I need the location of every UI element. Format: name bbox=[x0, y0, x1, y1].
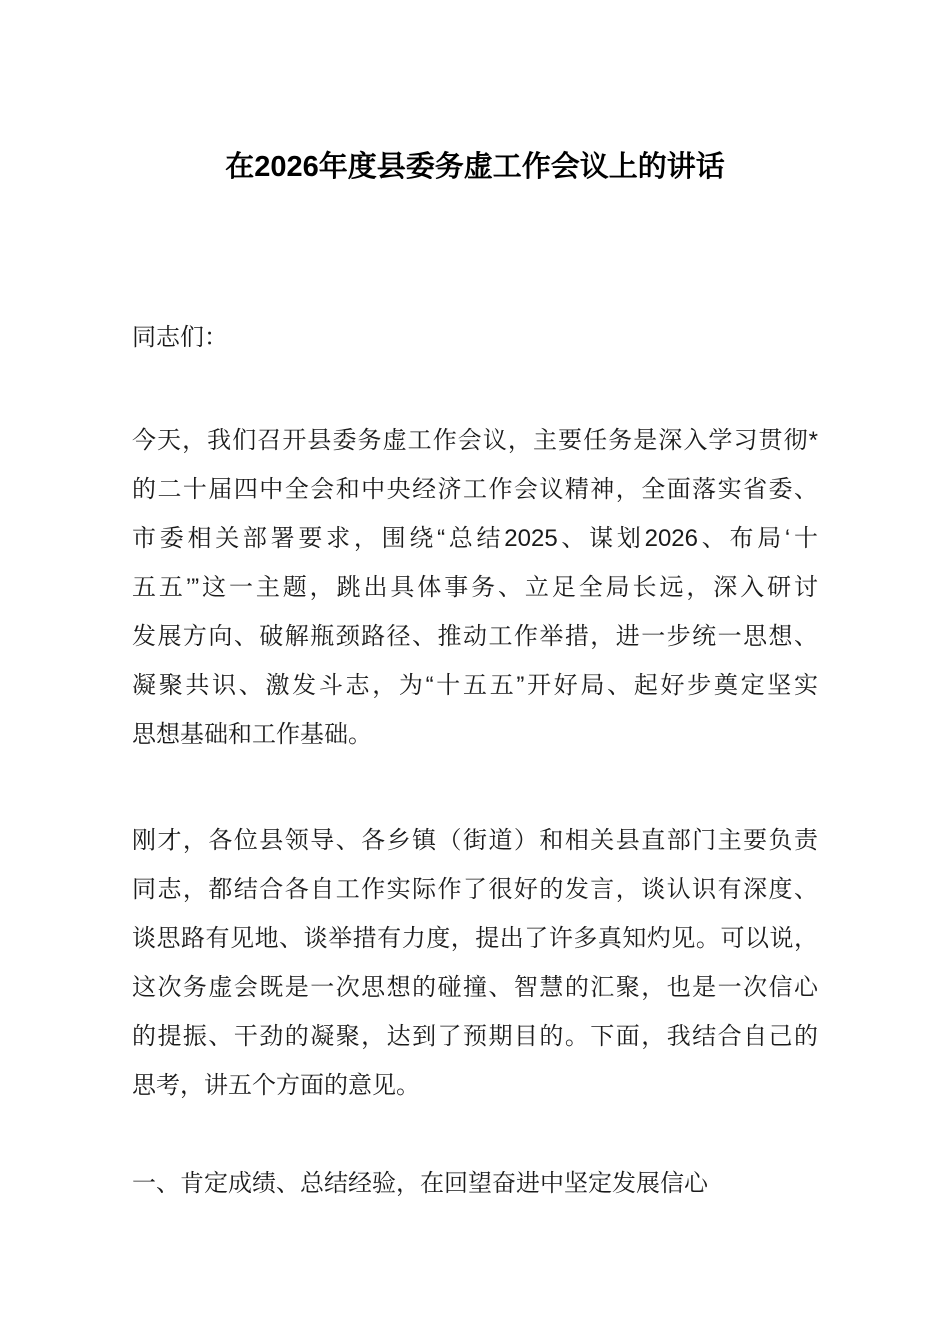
greeting-line: 同志们： bbox=[132, 324, 228, 351]
text-line: 的二十届四中全会和中央经济工作会议精神，全面落实省委、 bbox=[132, 476, 818, 503]
text-line: 的提振、干劲的凝聚，达到了预期目的。下面，我结合自己的 bbox=[132, 1023, 818, 1050]
text-line: 思想基础和工作基础。 bbox=[132, 721, 372, 748]
text-line: 凝聚共识、激发斗志，为“十五五”开好局、起好步奠定坚实 bbox=[132, 672, 818, 699]
text-line: 刚才，各位县领导、各乡镇（街道）和相关县直部门主要负责 bbox=[132, 827, 818, 854]
text-line: 谈思路有见地、谈举措有力度，提出了许多真知灼见。可以说， bbox=[132, 925, 818, 952]
text-line: 市委相关部署要求，围绕“总结2025、谋划2026、布局‘十 bbox=[132, 525, 818, 552]
document-body bbox=[132, 416, 818, 1110]
text-line: 五五’”这一主题，跳出具体事务、立足全局长远，深入研讨 bbox=[132, 574, 818, 601]
text-line: 发展方向、破解瓶颈路径、推动工作举措，进一步统一思想、 bbox=[132, 623, 818, 650]
text-line: 同志，都结合各自工作实际作了很好的发言，谈认识有深度、 bbox=[132, 876, 818, 903]
text-line: 这次务虚会既是一次思想的碰撞、智慧的汇聚，也是一次信心 bbox=[132, 974, 818, 1001]
document-title: 在2026年度县委务虚工作会议上的讲话 bbox=[225, 151, 725, 183]
text-line: 今天，我们召开县委务虚工作会议，主要任务是深入学习贯彻* bbox=[132, 427, 818, 454]
section-heading: 一、肯定成绩、总结经验，在回望奋进中坚定发展信心 bbox=[132, 1170, 708, 1197]
text-line: 思考，讲五个方面的意见。 bbox=[132, 1072, 420, 1099]
body-paragraph bbox=[132, 416, 818, 759]
body-paragraph bbox=[132, 816, 818, 1110]
